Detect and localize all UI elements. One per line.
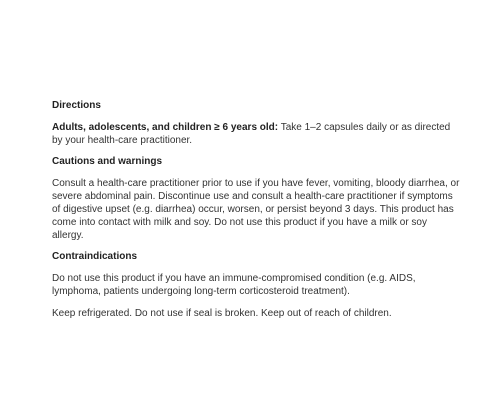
directions-body: Take 1–2 capsules daily or as directed by your health-care practitioner. <box>52 122 451 146</box>
directions-section <box>52 99 460 147</box>
cautions-heading: Cautions and warnings <box>52 156 163 167</box>
contraindications-heading: Contraindications <box>52 251 138 262</box>
directions-text <box>52 121 460 147</box>
directions-heading: Directions <box>52 100 101 111</box>
cautions-text: Consult a health-care practitioner prior to use if you have fever, vomiting, bloody diarrhea, or severe abdominal pain. Discontinue use and consult a health-care practitioner if symptoms of digestive upset (e.g. diarrhea) occur, worsen, or persist beyond 3 days. This product has come into contact with milk and soy. Do not use this product if you have a milk or soy allergy. <box>52 178 460 241</box>
contraindications-text: Do not use this product if you have an immune-compromised condition (e.g. AIDS, lymphoma, patients undergoing long-term corticosteroid treatment). <box>52 273 416 297</box>
directions-lead: Adults, adolescents, and children ≥ 6 years old: <box>52 122 279 133</box>
cautions-section <box>52 155 460 242</box>
contraindications-section <box>52 250 460 298</box>
storage-section <box>52 307 460 320</box>
storage-text: Keep refrigerated. Do not use if seal is broken. Keep out of reach of children. <box>52 308 392 319</box>
